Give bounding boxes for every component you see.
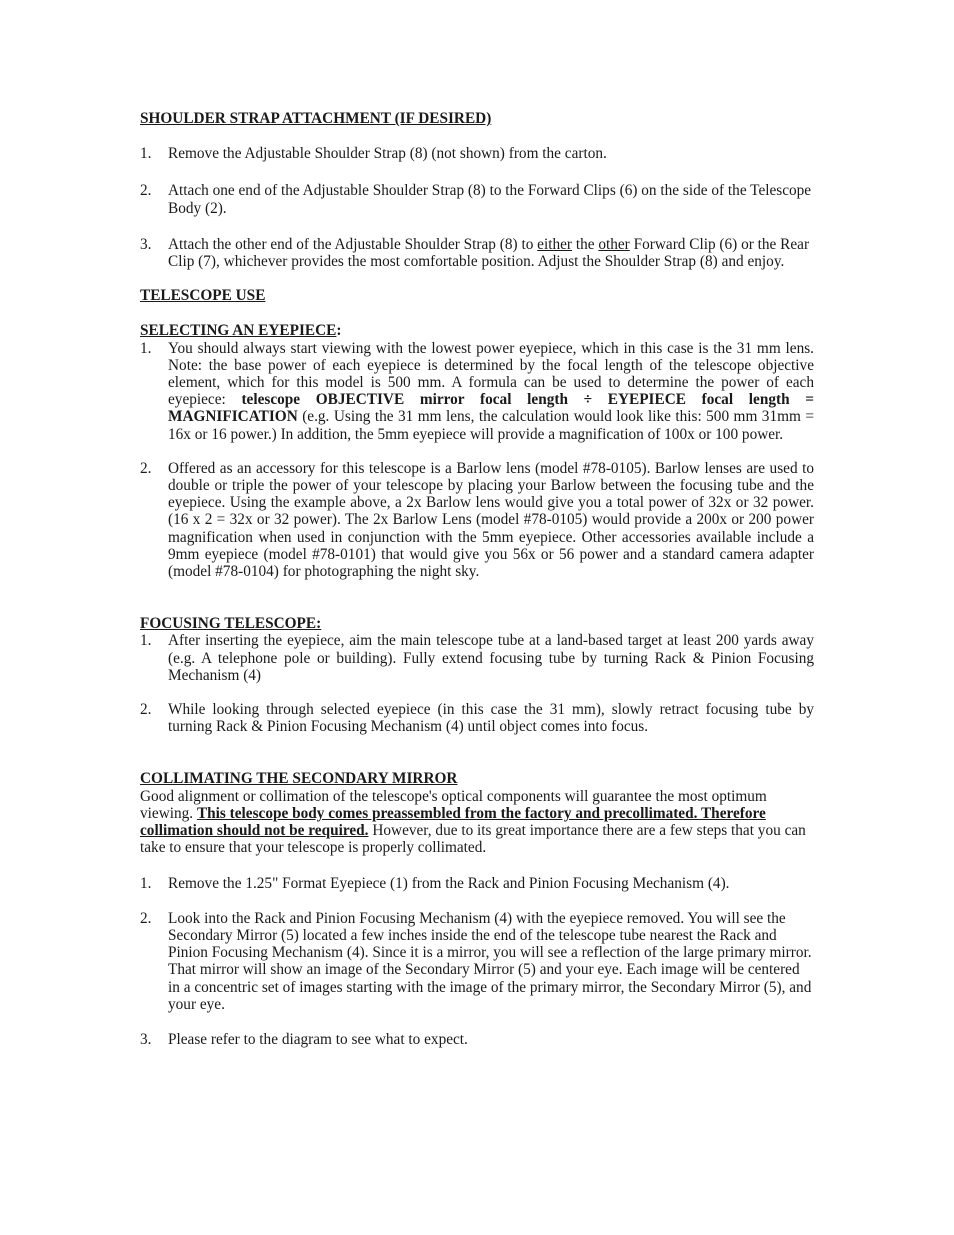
list-item-text: Please refer to the diagram to see what to expect. xyxy=(168,1030,468,1048)
text-run: the xyxy=(572,235,599,253)
magnification-formula: telescope OBJECTIVE mirror focal length ÷ EYEPIECE focal length = MAGNIFICATION xyxy=(168,391,814,426)
list-item-text: After inserting the eyepiece, aim the main telescope tube at a land-based target at least 200 yards away (e.g. A telephone pole or building). Fully extend focusing tube by turning Rack & Pinion Focusing Mechanism (4) xyxy=(168,632,814,684)
strap-item-2 xyxy=(140,182,814,216)
list-item-text: While looking through selected eyepiece (in this case the 31 mm), slowly retract focusing tube by turning Rack & Pinion Focusing Mechanism (4) until object comes into focus. xyxy=(168,701,814,736)
underlined-word: other xyxy=(598,235,630,253)
focusing-item-2 xyxy=(140,701,814,735)
underlined-word: either xyxy=(537,235,572,253)
focusing-item-1 xyxy=(140,632,814,684)
list-item-text: Remove the 1.25" Format Eyepiece (1) from the Rack and Pinion Focusing Mechanism (4). xyxy=(168,874,730,892)
list-number: 3. xyxy=(140,1030,152,1048)
collimating-item-3 xyxy=(140,1031,814,1048)
list-number: 1. xyxy=(140,632,152,650)
list-item-text xyxy=(168,340,814,443)
emphasis-note: This telescope body comes preassembled from the factory and precollimated. Therefore collimation should not be required. xyxy=(140,804,766,840)
eyepiece-item-1 xyxy=(140,340,814,443)
telescope-use-heading: TELESCOPE USE xyxy=(140,287,266,305)
document-page xyxy=(140,110,814,1048)
eyepiece-heading xyxy=(140,322,814,339)
list-number: 2. xyxy=(140,182,152,200)
strap-item-1 xyxy=(140,145,814,162)
list-number: 1. xyxy=(140,874,152,892)
text-run: Good alignment or collimation of the telescope's optical components will guarantee the most optimum viewing. xyxy=(140,787,767,822)
list-number: 3. xyxy=(140,235,152,253)
list-item-text: Look into the Rack and Pinion Focusing Mechanism (4) with the eyepiece removed. You will see the Secondary Mirror (5) located a few inches inside the end of the telescope tube nearest the Rack and Pinion Focusing Mechanism (4). Since it is a mirror, you will see a reflection of the large primary mirror. That mirror will show an image of the Secondary Mirror (5) and your eye. Each image will be centered in a concentric set of images starting with the image of the primary mirror, the Secondary Mirror (5), and your eye. xyxy=(168,909,812,1013)
collimating-item-1 xyxy=(140,875,814,892)
focusing-heading: FOCUSING TELESCOPE: xyxy=(140,615,322,633)
list-item-text: Remove the Adjustable Shoulder Strap (8) (not shown) from the carton. xyxy=(168,145,607,163)
strap-item-3 xyxy=(140,236,814,270)
list-number: 2. xyxy=(140,459,152,477)
text-run: However, due to its great importance there are a few steps that you can take to ensure that your telescope is properly collimated. xyxy=(140,822,806,857)
heading-colon: : xyxy=(336,322,342,340)
list-number: 2. xyxy=(140,909,152,927)
list-item-text: Offered as an accessory for this telescope is a Barlow lens (model #78-0105). Barlow lenses are used to double or triple the power of your telescope by placing your Barlow between the focusing tube and the eyepiece. Using the example above, a 2x Barlow lens would give you a total power of 32x or 32 power. (16 x 2 = 32x or 32 power). The 2x Barlow Lens (model #78-0105) would provide a 200x or 200 power magnification when used in conjunction with the 5mm eyepiece. Other accessories available include a 9mm eyepiece (model #78-0101) that would give you 56x or 56 power and a standard camera adapter (model #78-0104) for photographing the night sky. xyxy=(168,459,814,581)
text-run: Forward Clip (6) or the Rear Clip (7), whichever provides the most comfortable position. Adjust the Shoulder Strap (8) and enjoy. xyxy=(168,235,810,271)
eyepiece-item-2 xyxy=(140,460,814,580)
list-item-text: Attach one end of the Adjustable Shoulder Strap (8) to the Forward Clips (6) on the side of the Telescope Body (2). xyxy=(168,182,812,217)
strap-heading: SHOULDER STRAP ATTACHMENT (IF DESIRED) xyxy=(140,110,492,127)
collimating-heading: COLLIMATING THE SECONDARY MIRROR xyxy=(140,770,458,788)
text-run: You should always start viewing with the lowest power eyepiece, which in this case is the 31 mm lens. Note: the base power of each eyepiece is determined by the focal length of the telescope objective element, which for this model is 500 mm. A formula can be used to determine the power of each eyepiece: xyxy=(168,339,814,409)
text-run: Attach the other end of the Adjustable Shoulder Strap (8) to xyxy=(168,235,538,253)
eyepiece-heading-text: SELECTING AN EYEPIECE xyxy=(140,322,337,340)
list-item-text xyxy=(168,236,809,270)
list-number: 1. xyxy=(140,339,152,357)
list-number: 2. xyxy=(140,701,152,719)
list-number: 1. xyxy=(140,145,152,163)
collimating-intro xyxy=(140,788,814,857)
text-run: (e.g. Using the 31 mm lens, the calculation would look like this: 500 mm 31mm = 16x or 16 power.) In addition, the 5mm eyepiece will provide a magnification of 100x or 100 power. xyxy=(168,408,814,443)
collimating-item-2 xyxy=(140,910,814,1013)
